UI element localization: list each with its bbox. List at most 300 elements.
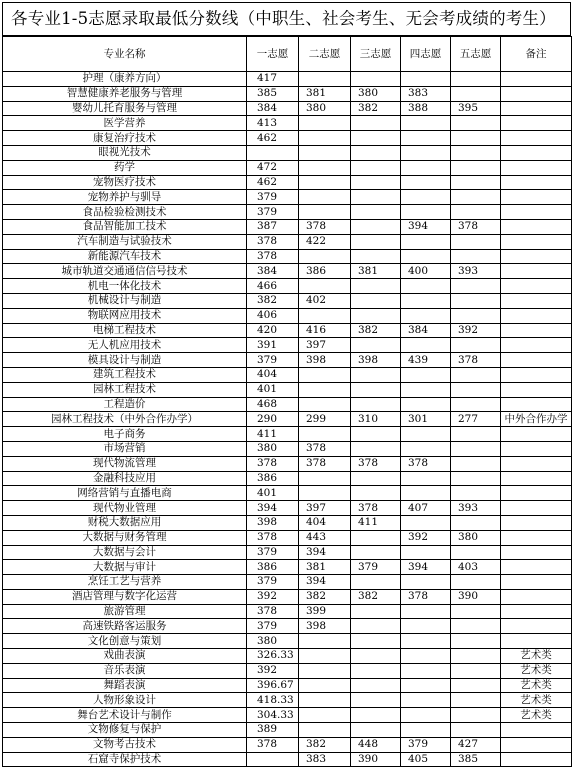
- choice-2-cell: 402: [299, 293, 351, 308]
- choice-5-cell: [451, 649, 501, 664]
- choice-5-cell: [451, 293, 501, 308]
- choice-3-cell: 310: [351, 412, 401, 427]
- choice-5-cell: 385: [451, 752, 501, 767]
- choice-3-cell: [351, 397, 401, 412]
- choice-3-cell: [351, 441, 401, 456]
- choice-4-cell: [401, 545, 451, 560]
- choice-3-cell: [351, 649, 401, 664]
- note-cell: [501, 323, 572, 338]
- choice-1-cell: 290: [247, 412, 299, 427]
- note-cell: [501, 560, 572, 575]
- choice-5-cell: [451, 382, 501, 397]
- choice-1-cell: 378: [247, 249, 299, 264]
- note-cell: 艺术类: [501, 649, 572, 664]
- choice-4-cell: 378: [401, 456, 451, 471]
- choice-5-cell: 393: [451, 501, 501, 516]
- choice-3-cell: [351, 367, 401, 382]
- major-name-cell: 金融科技应用: [3, 471, 247, 486]
- choice-1-cell: 326.33: [247, 649, 299, 664]
- page-title: 各专业1-5志愿录取最低分数线（中职生、社会考生、无会考成绩的考生）: [2, 2, 571, 36]
- score-table: [2, 36, 572, 767]
- choice-3-cell: [351, 708, 401, 723]
- choice-2-cell: [299, 175, 351, 190]
- table-row: [3, 72, 572, 87]
- table-row: [3, 190, 572, 205]
- choice-1-cell: 401: [247, 382, 299, 397]
- note-cell: [501, 234, 572, 249]
- choice-2-cell: [299, 190, 351, 205]
- choice-4-cell: 384: [401, 323, 451, 338]
- choice-2-cell: [299, 663, 351, 678]
- major-name-cell: 舞蹈表演: [3, 678, 247, 693]
- major-name-cell: 智慧健康养老服务与管理: [3, 86, 247, 101]
- table-row: [3, 175, 572, 190]
- note-cell: [501, 515, 572, 530]
- choice-1-cell: 391: [247, 338, 299, 353]
- note-cell: [501, 589, 572, 604]
- table-row: [3, 649, 572, 664]
- choice-1-cell: 420: [247, 323, 299, 338]
- choice-2-cell: [299, 427, 351, 442]
- note-cell: [501, 723, 572, 738]
- choice-3-cell: [351, 663, 401, 678]
- note-cell: [501, 279, 572, 294]
- table-row: [3, 279, 572, 294]
- note-cell: [501, 190, 572, 205]
- note-cell: [501, 249, 572, 264]
- choice-5-cell: [451, 604, 501, 619]
- major-name-cell: 康复治疗技术: [3, 131, 247, 146]
- table-row: [3, 145, 572, 160]
- choice-1-cell: 392: [247, 589, 299, 604]
- major-name-cell: 烹饪工艺与营养: [3, 575, 247, 590]
- choice-2-cell: 397: [299, 338, 351, 353]
- note-cell: [501, 101, 572, 116]
- note-cell: [501, 427, 572, 442]
- choice-4-cell: [401, 145, 451, 160]
- table-row: [3, 678, 572, 693]
- choice-1-cell: 413: [247, 116, 299, 131]
- choice-2-cell: 382: [299, 737, 351, 752]
- table-row: [3, 575, 572, 590]
- major-name-cell: 物联网应用技术: [3, 308, 247, 323]
- major-name-cell: 现代物业管理: [3, 501, 247, 516]
- choice-1-cell: 380: [247, 634, 299, 649]
- choice-2-cell: [299, 382, 351, 397]
- choice-4-cell: [401, 693, 451, 708]
- choice-1-cell: 380: [247, 441, 299, 456]
- note-cell: [501, 530, 572, 545]
- table-row: [3, 353, 572, 368]
- choice-1-cell: [247, 752, 299, 767]
- choice-2-cell: 381: [299, 86, 351, 101]
- choice-1-cell: 382: [247, 293, 299, 308]
- table-row: [3, 323, 572, 338]
- choice-5-cell: [451, 693, 501, 708]
- major-name-cell: 食品检验检测技术: [3, 205, 247, 220]
- major-name-cell: 大数据与审计: [3, 560, 247, 575]
- choice-4-cell: [401, 279, 451, 294]
- choice-2-cell: [299, 116, 351, 131]
- table-row: [3, 101, 572, 116]
- table-row: [3, 382, 572, 397]
- header-choice-4: 四志愿: [401, 37, 451, 72]
- choice-3-cell: [351, 145, 401, 160]
- choice-5-cell: [451, 619, 501, 634]
- choice-4-cell: [401, 131, 451, 146]
- major-name-cell: 医学营养: [3, 116, 247, 131]
- choice-3-cell: [351, 279, 401, 294]
- major-name-cell: 护理（康养方向）: [3, 72, 247, 87]
- choice-4-cell: [401, 604, 451, 619]
- table-row: [3, 708, 572, 723]
- header-choice-1: 一志愿: [247, 37, 299, 72]
- choice-5-cell: [451, 116, 501, 131]
- table-row: [3, 663, 572, 678]
- choice-5-cell: [451, 72, 501, 87]
- note-cell: [501, 145, 572, 160]
- choice-2-cell: [299, 486, 351, 501]
- choice-4-cell: [401, 427, 451, 442]
- choice-5-cell: [451, 338, 501, 353]
- note-cell: [501, 604, 572, 619]
- major-name-cell: 旅游管理: [3, 604, 247, 619]
- choice-3-cell: 448: [351, 737, 401, 752]
- choice-5-cell: [451, 486, 501, 501]
- choice-1-cell: 378: [247, 530, 299, 545]
- choice-3-cell: [351, 205, 401, 220]
- choice-3-cell: [351, 486, 401, 501]
- table-row: [3, 412, 572, 427]
- note-cell: [501, 501, 572, 516]
- choice-2-cell: 416: [299, 323, 351, 338]
- major-name-cell: 无人机应用技术: [3, 338, 247, 353]
- choice-4-cell: 301: [401, 412, 451, 427]
- choice-4-cell: [401, 234, 451, 249]
- table-row: [3, 338, 572, 353]
- table-row: [3, 634, 572, 649]
- table-row: [3, 752, 572, 767]
- table-row: [3, 560, 572, 575]
- major-name-cell: 戏曲表演: [3, 649, 247, 664]
- table-row: [3, 737, 572, 752]
- major-name-cell: 园林工程技术（中外合作办学）: [3, 412, 247, 427]
- choice-4-cell: [401, 486, 451, 501]
- note-cell: [501, 752, 572, 767]
- choice-4-cell: [401, 397, 451, 412]
- choice-1-cell: [247, 145, 299, 160]
- note-cell: [501, 131, 572, 146]
- note-cell: 艺术类: [501, 663, 572, 678]
- choice-4-cell: [401, 190, 451, 205]
- major-name-cell: 食品智能加工技术: [3, 219, 247, 234]
- major-name-cell: 电子商务: [3, 427, 247, 442]
- major-name-cell: 机电一体化技术: [3, 279, 247, 294]
- choice-3-cell: 382: [351, 101, 401, 116]
- table-row: [3, 604, 572, 619]
- choice-4-cell: 378: [401, 589, 451, 604]
- choice-3-cell: [351, 175, 401, 190]
- choice-5-cell: 393: [451, 264, 501, 279]
- choice-5-cell: [451, 456, 501, 471]
- choice-1-cell: 462: [247, 175, 299, 190]
- choice-3-cell: [351, 160, 401, 175]
- choice-5-cell: [451, 279, 501, 294]
- choice-1-cell: 386: [247, 560, 299, 575]
- choice-3-cell: 378: [351, 456, 401, 471]
- choice-5-cell: [451, 545, 501, 560]
- choice-4-cell: [401, 575, 451, 590]
- choice-2-cell: 382: [299, 589, 351, 604]
- table-row: [3, 427, 572, 442]
- choice-1-cell: 472: [247, 160, 299, 175]
- choice-5-cell: 380: [451, 530, 501, 545]
- note-cell: [501, 471, 572, 486]
- table-row: [3, 723, 572, 738]
- major-name-cell: 舞台艺术设计与制作: [3, 708, 247, 723]
- choice-4-cell: [401, 308, 451, 323]
- choice-5-cell: [451, 723, 501, 738]
- choice-3-cell: [351, 234, 401, 249]
- header-choice-2: 二志愿: [299, 37, 351, 72]
- choice-1-cell: 466: [247, 279, 299, 294]
- table-row: [3, 293, 572, 308]
- table-row: [3, 456, 572, 471]
- major-name-cell: 市场营销: [3, 441, 247, 456]
- major-name-cell: 园林工程技术: [3, 382, 247, 397]
- choice-4-cell: [401, 649, 451, 664]
- choice-5-cell: [451, 234, 501, 249]
- note-cell: [501, 737, 572, 752]
- choice-5-cell: [451, 575, 501, 590]
- choice-4-cell: 392: [401, 530, 451, 545]
- choice-2-cell: 381: [299, 560, 351, 575]
- choice-4-cell: [401, 160, 451, 175]
- choice-3-cell: 398: [351, 353, 401, 368]
- choice-1-cell: 379: [247, 190, 299, 205]
- major-name-cell: 网络营销与直播电商: [3, 486, 247, 501]
- header-choice-5: 五志愿: [451, 37, 501, 72]
- choice-2-cell: 394: [299, 545, 351, 560]
- choice-5-cell: [451, 308, 501, 323]
- major-name-cell: 新能源汽车技术: [3, 249, 247, 264]
- table-row: [3, 219, 572, 234]
- choice-4-cell: [401, 471, 451, 486]
- choice-3-cell: [351, 575, 401, 590]
- choice-4-cell: 405: [401, 752, 451, 767]
- table-row: [3, 397, 572, 412]
- choice-3-cell: [351, 293, 401, 308]
- choice-1-cell: 389: [247, 723, 299, 738]
- choice-5-cell: 403: [451, 560, 501, 575]
- choice-3-cell: [351, 530, 401, 545]
- choice-2-cell: [299, 205, 351, 220]
- choice-1-cell: 392: [247, 663, 299, 678]
- choice-5-cell: 277: [451, 412, 501, 427]
- choice-4-cell: [401, 116, 451, 131]
- major-name-cell: 模具设计与制造: [3, 353, 247, 368]
- table-body: [3, 72, 572, 767]
- major-name-cell: 财税大数据应用: [3, 515, 247, 530]
- choice-1-cell: 379: [247, 575, 299, 590]
- note-cell: [501, 86, 572, 101]
- note-cell: [501, 367, 572, 382]
- choice-3-cell: [351, 308, 401, 323]
- choice-3-cell: [351, 72, 401, 87]
- note-cell: [501, 575, 572, 590]
- choice-4-cell: [401, 293, 451, 308]
- major-name-cell: 宠物养护与驯导: [3, 190, 247, 205]
- choice-1-cell: 379: [247, 353, 299, 368]
- choice-5-cell: [451, 367, 501, 382]
- note-cell: [501, 353, 572, 368]
- note-cell: [501, 308, 572, 323]
- table-row: [3, 234, 572, 249]
- choice-2-cell: 378: [299, 219, 351, 234]
- note-cell: [501, 397, 572, 412]
- choice-3-cell: [351, 219, 401, 234]
- choice-4-cell: 394: [401, 560, 451, 575]
- choice-5-cell: [451, 86, 501, 101]
- choice-3-cell: 382: [351, 323, 401, 338]
- choice-2-cell: [299, 723, 351, 738]
- choice-5-cell: [451, 708, 501, 723]
- choice-4-cell: 439: [401, 353, 451, 368]
- choice-3-cell: [351, 693, 401, 708]
- choice-1-cell: 401: [247, 486, 299, 501]
- choice-2-cell: [299, 249, 351, 264]
- choice-2-cell: [299, 72, 351, 87]
- choice-4-cell: 407: [401, 501, 451, 516]
- choice-1-cell: 387: [247, 219, 299, 234]
- note-cell: [501, 160, 572, 175]
- choice-2-cell: [299, 634, 351, 649]
- note-cell: 艺术类: [501, 708, 572, 723]
- choice-5-cell: [451, 427, 501, 442]
- choice-1-cell: 385: [247, 86, 299, 101]
- note-cell: [501, 205, 572, 220]
- choice-1-cell: 378: [247, 456, 299, 471]
- choice-5-cell: [451, 131, 501, 146]
- table-row: [3, 160, 572, 175]
- table-row: [3, 545, 572, 560]
- choice-4-cell: [401, 663, 451, 678]
- major-name-cell: 工程造价: [3, 397, 247, 412]
- major-name-cell: 文物考古技术: [3, 737, 247, 752]
- choice-5-cell: [451, 397, 501, 412]
- note-cell: [501, 264, 572, 279]
- choice-2-cell: 443: [299, 530, 351, 545]
- choice-2-cell: 397: [299, 501, 351, 516]
- choice-5-cell: [451, 145, 501, 160]
- table-row: [3, 471, 572, 486]
- table-row: [3, 589, 572, 604]
- choice-3-cell: [351, 338, 401, 353]
- table-row: [3, 619, 572, 634]
- choice-3-cell: [351, 678, 401, 693]
- choice-5-cell: [451, 175, 501, 190]
- header-row: [3, 37, 572, 72]
- table-row: [3, 441, 572, 456]
- choice-2-cell: [299, 678, 351, 693]
- choice-2-cell: [299, 708, 351, 723]
- choice-5-cell: 427: [451, 737, 501, 752]
- choice-4-cell: 400: [401, 264, 451, 279]
- choice-1-cell: 379: [247, 545, 299, 560]
- table-row: [3, 530, 572, 545]
- choice-4-cell: [401, 175, 451, 190]
- choice-2-cell: 386: [299, 264, 351, 279]
- header-choice-3: 三志愿: [351, 37, 401, 72]
- note-cell: [501, 338, 572, 353]
- note-cell: [501, 456, 572, 471]
- major-name-cell: 大数据与会计: [3, 545, 247, 560]
- choice-4-cell: [401, 249, 451, 264]
- major-name-cell: 城市轨道交通通信信号技术: [3, 264, 247, 279]
- choice-5-cell: [451, 441, 501, 456]
- choice-2-cell: [299, 649, 351, 664]
- major-name-cell: 高速铁路客运服务: [3, 619, 247, 634]
- choice-2-cell: [299, 131, 351, 146]
- note-cell: [501, 72, 572, 87]
- note-cell: 中外合作办学: [501, 412, 572, 427]
- major-name-cell: 文物修复与保护: [3, 723, 247, 738]
- table-row: [3, 131, 572, 146]
- choice-3-cell: [351, 545, 401, 560]
- choice-2-cell: [299, 367, 351, 382]
- choice-2-cell: [299, 145, 351, 160]
- choice-3-cell: 411: [351, 515, 401, 530]
- choice-3-cell: [351, 723, 401, 738]
- choice-1-cell: 406: [247, 308, 299, 323]
- choice-4-cell: 379: [401, 737, 451, 752]
- header-major-name: 专业名称: [3, 37, 247, 72]
- table-row: [3, 693, 572, 708]
- table-row: [3, 308, 572, 323]
- choice-4-cell: [401, 515, 451, 530]
- choice-2-cell: 399: [299, 604, 351, 619]
- choice-3-cell: [351, 604, 401, 619]
- major-name-cell: 人物形象设计: [3, 693, 247, 708]
- choice-1-cell: 417: [247, 72, 299, 87]
- choice-3-cell: 380: [351, 86, 401, 101]
- choice-1-cell: 396.67: [247, 678, 299, 693]
- major-name-cell: 大数据与财务管理: [3, 530, 247, 545]
- table-row: [3, 264, 572, 279]
- major-name-cell: 电梯工程技术: [3, 323, 247, 338]
- choice-4-cell: [401, 723, 451, 738]
- choice-2-cell: 404: [299, 515, 351, 530]
- choice-2-cell: 378: [299, 441, 351, 456]
- major-name-cell: 宠物医疗技术: [3, 175, 247, 190]
- choice-5-cell: 392: [451, 323, 501, 338]
- choice-2-cell: [299, 471, 351, 486]
- choice-3-cell: 381: [351, 264, 401, 279]
- choice-3-cell: 382: [351, 589, 401, 604]
- note-cell: [501, 634, 572, 649]
- choice-4-cell: [401, 382, 451, 397]
- choice-1-cell: 379: [247, 205, 299, 220]
- choice-3-cell: [351, 382, 401, 397]
- table-row: [3, 86, 572, 101]
- major-name-cell: 建筑工程技术: [3, 367, 247, 382]
- choice-1-cell: 378: [247, 604, 299, 619]
- major-name-cell: 石窟寺保护技术: [3, 752, 247, 767]
- choice-4-cell: [401, 367, 451, 382]
- choice-2-cell: 394: [299, 575, 351, 590]
- choice-4-cell: [401, 338, 451, 353]
- major-name-cell: 药学: [3, 160, 247, 175]
